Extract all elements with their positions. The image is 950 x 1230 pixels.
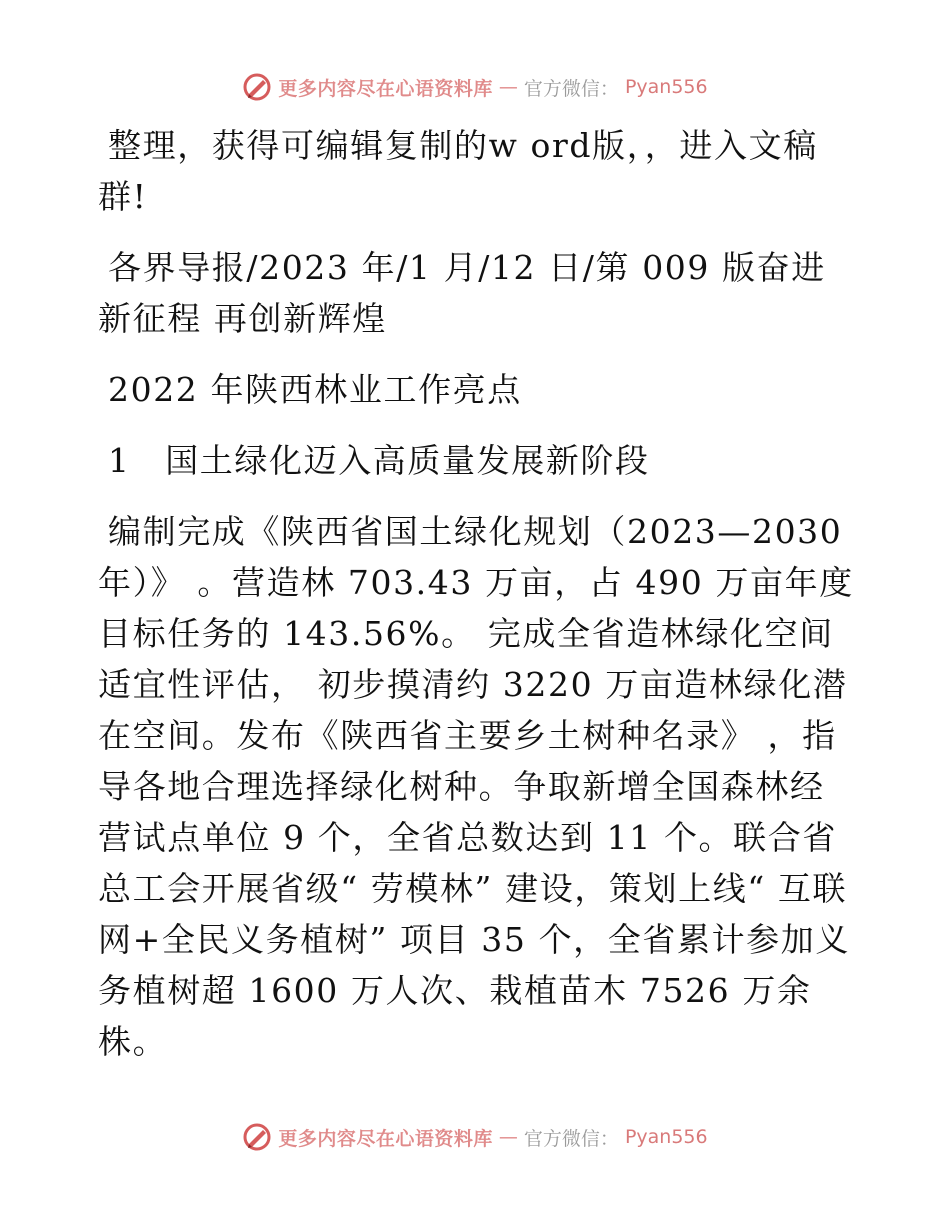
watermark-separator: — — [498, 76, 518, 98]
section-title: 2022 年陕西林业工作亮点 — [108, 370, 522, 409]
body-paragraph: 编制完成《陕西省国土绿化规划（2023—2030 年）》 。营造林 703.43 万亩，占 490 万亩年度目标任务的 143.56%。 完成全省造林绿化空间适宜性评估， 初步摸清约 3220 万亩造林绿化潜在空间。发布《陕西省主要乡土树种名录》 ，指导各地合理选择绿化树种。争取新增全国森林经营试点单位 9 个，全省总数达到 11 个。联合省总工会开展省级“ 劳模林” 建设，策划上线“ 互联网+全民义务植树” 项目 35 个，全省累计参加义务植树超 1600 万人次、栽植苗木 7526 万余株。 — [98, 512, 854, 1061]
watermark-header — [0, 72, 950, 102]
watermark-main-text: 更多内容尽在心语资料库 — [278, 1127, 493, 1150]
subsection-heading: 1 国土绿化迈入高质量发展新阶段 — [108, 441, 650, 480]
document-body — [98, 120, 858, 1087]
watermark-sub-text: 官方微信： — [523, 77, 619, 100]
watermark-id: Pyan556 — [624, 1126, 708, 1148]
intro-paragraph: 整理，获得可编辑复制的w ord版，，进入文稿群! — [98, 126, 818, 216]
watermark-main-text: 更多内容尽在心语资料库 — [278, 77, 493, 100]
watermark-sub-text: 官方微信： — [523, 1127, 619, 1150]
watermark-footer — [0, 1122, 950, 1152]
watermark-id: Pyan556 — [624, 76, 708, 98]
watermark-separator: — — [498, 1126, 518, 1148]
source-line: 各界导报/2023 年/1 月/12 日/第 009 版奋进新征程 再创新辉煌 — [98, 248, 826, 338]
pen-logo-icon — [242, 72, 272, 102]
pen-logo-icon — [242, 1122, 272, 1152]
